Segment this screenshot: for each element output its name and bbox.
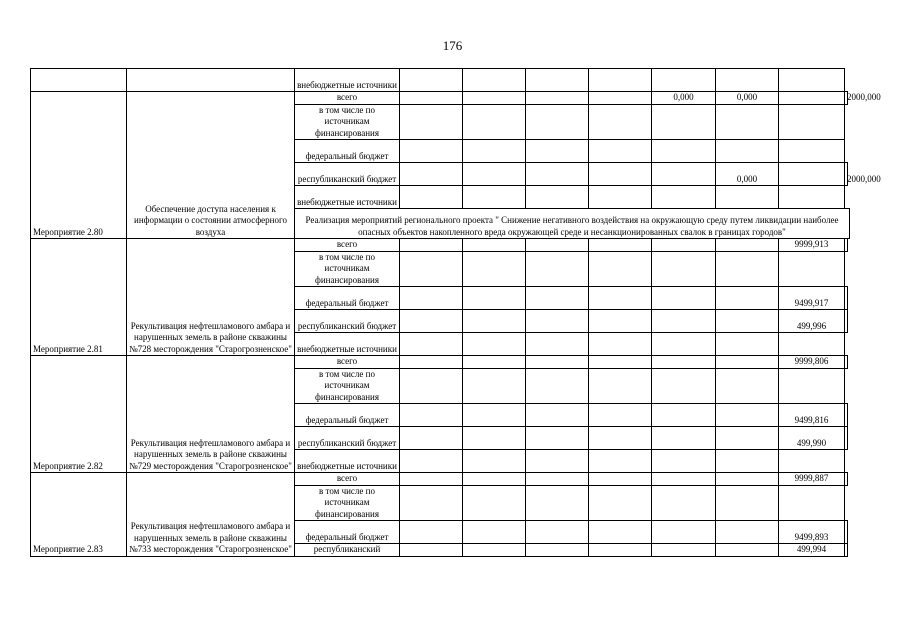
table-cell: 2000,000 [845,163,848,186]
table-cell: 9999,913 [779,239,845,252]
activity-id: Мероприятие 2.80 [31,92,127,239]
page-number: 176 [442,38,463,53]
activity-id: Мероприятие 2.83 [31,473,127,557]
table-cell [589,92,652,105]
budget-table [30,68,881,557]
table-cell [463,92,526,105]
project-heading: Реализация мероприятий регионального проекта " Снижение негативного воздействия на окружающую среду путем ликвидации наиболее опасных объектов накопленного вреда окружающей среде и несанкционированных свалок в границах городов" [295,209,850,239]
table-row [31,356,850,369]
table-cell [652,163,716,186]
table-cell [779,92,845,105]
source-label: республиканский бюджет [295,163,400,186]
table-cell: 0,000 [716,163,779,186]
table-row [31,239,850,252]
table-cell [526,92,589,105]
table-row [31,69,850,92]
table-cell [526,163,589,186]
table-cell: 9499,917 [779,287,845,310]
source-label: в том числе по источникам финансирования [295,104,400,140]
table-cell: 0,000 [716,92,779,105]
table-row [31,473,850,486]
table-cell: 499,994 [779,544,845,557]
source-label: в том числе по источникам финансирования [295,368,400,404]
table-cell: 9999,887 [779,473,845,486]
activity-description: Рекультивация нефтешламового амбара и нарушенных земель в районе скважины №733 месторождения "Старогрозненское" [127,473,295,557]
activity-id: Мероприятие 2.81 [31,239,127,356]
source-label: федеральный бюджет [295,287,400,310]
source-label: внебюджетные источники [295,186,400,209]
source-label: всего [295,239,400,252]
table-cell [400,163,463,186]
source-label: республиканский бюджет [295,310,400,333]
table-cell [779,163,845,186]
activity-id: Мероприятие 2.82 [31,356,127,473]
table-cell: 9499,816 [779,404,845,427]
table-row [31,92,850,105]
source-label: всего [295,92,400,105]
source-label: внебюджетные источники [295,69,400,92]
source-label: федеральный бюджет [295,404,400,427]
source-label: в том числе по источникам финансирования [295,485,400,521]
source-label: республиканский [295,544,400,557]
source-label: федеральный бюджет [295,521,400,544]
source-label: всего [295,473,400,486]
table-cell: 9499,893 [779,521,845,544]
table-cell: 9999,806 [779,356,845,369]
activity-description: Рекультивация нефтешламового амбара и нарушенных земель в районе скважины №728 месторождения "Старогрозненское" [127,239,295,356]
source-label: внебюджетные источники [295,333,400,356]
table-cell [400,92,463,105]
table-cell: 2000,000 [845,92,848,105]
source-label: внебюджетные источники [295,450,400,473]
table-cell: 0,000 [652,92,716,105]
activity-description: Обеспечение доступа населения к информации о состоянии атмосферного воздуха [127,92,295,239]
activity-description: Рекультивация нефтешламового амбара и нарушенных земель в районе скважины №729 месторождения "Старогрозненское" [127,356,295,473]
source-label: в том числе по источникам финансирования [295,251,400,287]
table-cell: 499,996 [779,310,845,333]
table-cell: 499,990 [779,427,845,450]
table-cell [463,163,526,186]
source-label: всего [295,356,400,369]
table-cell [589,163,652,186]
source-label: федеральный бюджет [295,140,400,163]
source-label: республиканский бюджет [295,427,400,450]
